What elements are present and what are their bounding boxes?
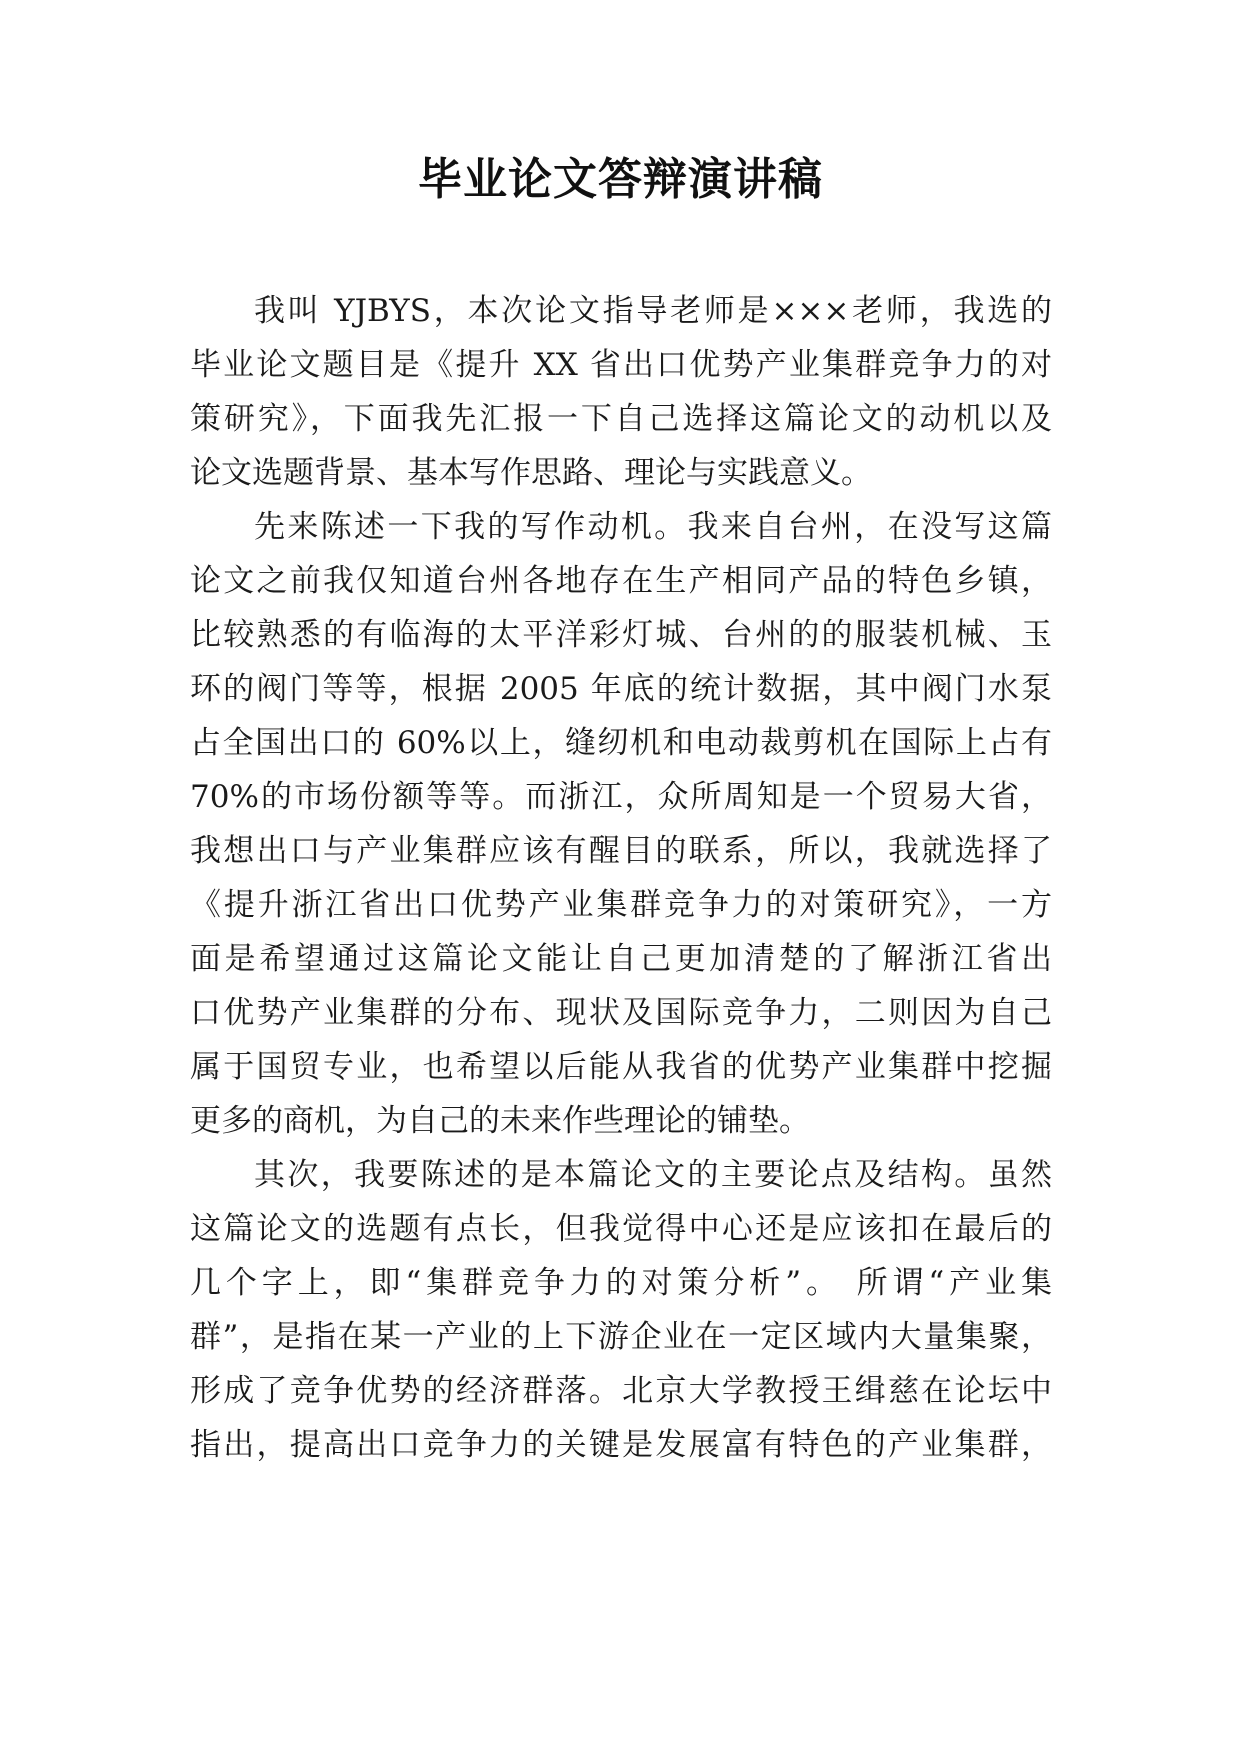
- text-line: 其次，我要陈述的是本篇论文的主要论点及结构。虽然: [254, 1157, 1052, 1193]
- text-line: 群”，是指在某一产业的上下游企业在一定区域内大量集聚，: [190, 1319, 1052, 1355]
- text-line: 70%的市场份额等等。而浙江，众所周知是一个贸易大省，: [190, 779, 1052, 815]
- document-body: [190, 284, 1052, 1472]
- text-line: 这篇论文的选题有点长，但我觉得中心还是应该扣在最后的: [190, 1211, 1052, 1247]
- text-line: 论文选题背景、基本写作思路、理论与实践意义。: [190, 455, 872, 491]
- text-line: 占全国出口的 60%以上，缝纫机和电动裁剪机在国际上占有: [190, 725, 1052, 761]
- text-line: 环的阀门等等，根据 2005 年底的统计数据，其中阀门水泵: [190, 671, 1052, 707]
- text-line: 口优势产业集群的分布、现状及国际竞争力，二则因为自己: [190, 995, 1052, 1031]
- text-line: 属于国贸专业，也希望以后能从我省的优势产业集群中挖掘: [190, 1049, 1052, 1085]
- text-line: 几个字上，即“集群竞争力的对策分析”。 所谓“产业集: [190, 1265, 1052, 1301]
- paragraph-3: [190, 1148, 1052, 1472]
- text-line: 策研究》，下面我先汇报一下自己选择这篇论文的动机以及: [190, 401, 1052, 437]
- text-line: 我叫 YJBYS，本次论文指导老师是×××老师，我选的: [254, 293, 1052, 329]
- text-line: 毕业论文题目是《提升 XX 省出口优势产业集群竞争力的对: [190, 347, 1052, 383]
- text-line: 《提升浙江省出口优势产业集群竞争力的对策研究》，一方: [190, 887, 1052, 923]
- text-line: 指出，提高出口竞争力的关键是发展富有特色的产业集群，: [190, 1427, 1052, 1463]
- text-line: 先来陈述一下我的写作动机。我来自台州，在没写这篇: [254, 509, 1052, 545]
- paragraph-1: [190, 284, 1052, 500]
- text-line: 面是希望通过这篇论文能让自己更加清楚的了解浙江省出: [190, 941, 1052, 977]
- paragraph-2: [190, 500, 1052, 1148]
- text-line: 我想出口与产业集群应该有醒目的联系，所以，我就选择了: [190, 833, 1052, 869]
- text-line: 论文之前我仅知道台州各地存在生产相同产品的特色乡镇，: [190, 563, 1052, 599]
- text-line: 比较熟悉的有临海的太平洋彩灯城、台州的的服装机械、玉: [190, 617, 1052, 653]
- text-line: 形成了竞争优势的经济群落。北京大学教授王缉慈在论坛中: [190, 1373, 1052, 1409]
- document-title: 毕业论文答辩演讲稿: [418, 154, 823, 205]
- text-line: 更多的商机，为自己的未来作些理论的铺垫。: [190, 1103, 810, 1139]
